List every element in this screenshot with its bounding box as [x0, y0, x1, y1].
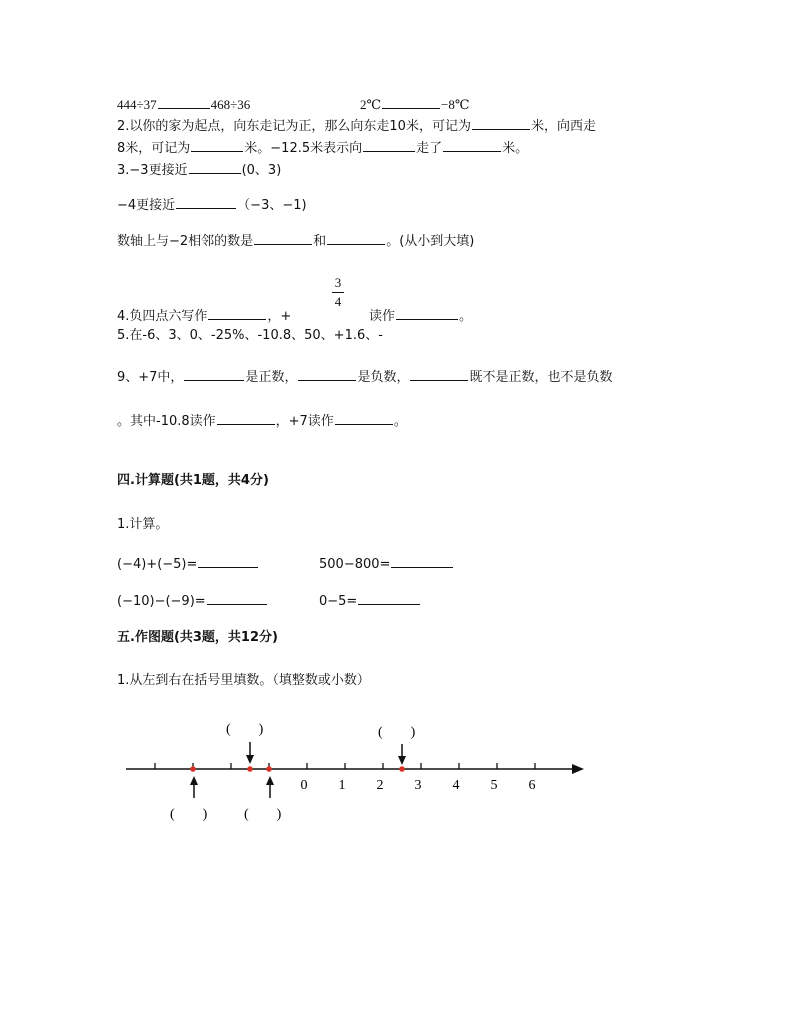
fraction — [330, 276, 346, 309]
answer-blank[interactable] — [198, 555, 258, 568]
question-text: 读作 — [369, 309, 396, 324]
calc-expression — [319, 592, 421, 610]
question-text: 4.负四点六写作 — [117, 309, 208, 324]
arrow-up-icon — [266, 776, 274, 798]
answer-blank[interactable] — [298, 368, 356, 381]
tick-label: 1 — [338, 778, 346, 793]
answer-blank[interactable] — [335, 412, 393, 425]
question-3-line-2 — [117, 196, 307, 214]
tick-label: 3 — [414, 778, 422, 793]
answer-blank[interactable] — [410, 368, 468, 381]
fraction-numerator: 3 — [334, 275, 342, 290]
question-text: 。(从小到大填) — [386, 234, 475, 249]
answer-blank[interactable] — [443, 139, 501, 152]
number-line-figure — [0, 710, 794, 850]
answer-blank[interactable] — [327, 232, 385, 245]
arrow-down-icon — [246, 742, 254, 764]
question-text: 米。−12.5米表示向 — [244, 141, 363, 156]
question-text: 。 — [393, 414, 407, 429]
question-text: 米，向西走 — [530, 119, 596, 134]
axis-arrow-head — [572, 764, 584, 774]
question-text: 。其中-10.8读作 — [117, 414, 216, 429]
answer-blank[interactable] — [396, 307, 458, 320]
question-2-line-2 — [117, 139, 528, 157]
tick-label: 5 — [490, 778, 498, 793]
expression-text: 500−800= — [319, 557, 391, 572]
answer-blank[interactable] — [176, 196, 236, 209]
tick-label: 0 — [300, 778, 308, 793]
tick-label: 2 — [376, 778, 384, 793]
marked-point — [266, 766, 272, 772]
question-text: 5.在-6、3、0、-25%、-10.8、50、+1.6、- — [117, 328, 383, 343]
answer-blank[interactable] — [158, 96, 210, 109]
question-5-line-1 — [117, 328, 383, 344]
tick-label: 4 — [452, 778, 460, 793]
question-text: (0、3) — [241, 163, 282, 178]
question-text: ，+ — [267, 309, 292, 324]
expr-b: 468÷36 — [210, 97, 251, 112]
expression-text: 0−5= — [319, 594, 358, 609]
fraction-denominator: 4 — [334, 294, 342, 309]
calc-expression — [319, 555, 454, 573]
expression-text: (−10)−(−9)= — [117, 594, 206, 609]
expr-c: 2℃ — [360, 97, 382, 112]
question-text: 米。 — [502, 141, 529, 156]
marked-point — [247, 766, 253, 772]
question-text: 2.以你的家为起点，向东走记为正，那么向东走10米，可记为 — [117, 119, 471, 134]
answer-paren[interactable]: ( ) — [170, 807, 208, 822]
question-2-line-1 — [117, 117, 596, 135]
marked-point — [399, 766, 405, 772]
fraction-bar — [332, 292, 344, 293]
answer-blank[interactable] — [217, 412, 275, 425]
question-4-line — [117, 307, 291, 325]
question-3-line-1 — [117, 161, 281, 179]
answer-paren[interactable]: ( ) — [378, 725, 416, 740]
expr-d: −8℃ — [441, 97, 470, 112]
question-text: 。 — [459, 309, 473, 324]
answer-blank[interactable] — [358, 592, 420, 605]
question-text: 是负数， — [357, 370, 410, 385]
arrow-up-icon — [190, 776, 198, 798]
expression-text: (−4)+(−5)= — [117, 557, 198, 572]
arrow-down-icon — [398, 744, 406, 765]
answer-blank[interactable] — [189, 161, 241, 174]
answer-blank[interactable] — [184, 368, 244, 381]
question-5-line-2 — [117, 368, 612, 386]
answer-blank[interactable] — [191, 139, 243, 152]
answer-paren[interactable]: ( ) — [244, 807, 282, 822]
question-text: 3.−3更接近 — [117, 163, 188, 178]
question-text: ，+7读作 — [275, 414, 334, 429]
answer-paren[interactable]: ( ) — [226, 722, 264, 737]
answer-blank[interactable] — [254, 232, 312, 245]
question-5-line-3 — [117, 412, 407, 430]
question-text: 走了 — [416, 141, 443, 156]
answer-blank[interactable] — [391, 555, 453, 568]
question-text: 是正数， — [245, 370, 298, 385]
question-text: 和 — [313, 234, 327, 249]
question-4-line-2 — [369, 307, 472, 325]
answer-blank[interactable] — [363, 139, 415, 152]
calc-expression — [117, 592, 268, 610]
question-label: 1.从左到右在括号里填数。（填整数或小数） — [117, 673, 370, 688]
question-text: −4更接近 — [117, 198, 176, 213]
section-heading: 四.计算题(共1题，共4分) — [117, 473, 269, 488]
question-label: 1.计算。 — [117, 517, 169, 532]
question-text: 数轴上与−2相邻的数是 — [117, 234, 254, 249]
expr-a: 444÷37 — [117, 97, 157, 112]
question-3-line-3 — [117, 232, 474, 250]
answer-blank[interactable] — [382, 96, 440, 109]
comparison-line-2 — [360, 96, 469, 113]
question-text: （−3、−1) — [237, 198, 307, 213]
section-heading: 五.作图题(共3题，共12分) — [117, 630, 278, 645]
answer-blank[interactable] — [208, 307, 266, 320]
answer-blank[interactable] — [207, 592, 267, 605]
tick-label: 6 — [528, 778, 536, 793]
question-text: 既不是正数，也不是负数 — [469, 370, 613, 385]
marked-point — [190, 766, 196, 772]
answer-blank[interactable] — [472, 117, 530, 130]
question-text: 9、+7中， — [117, 370, 184, 385]
calc-expression — [117, 555, 259, 573]
question-text: 8米，可记为 — [117, 141, 191, 156]
comparison-line — [117, 96, 250, 113]
